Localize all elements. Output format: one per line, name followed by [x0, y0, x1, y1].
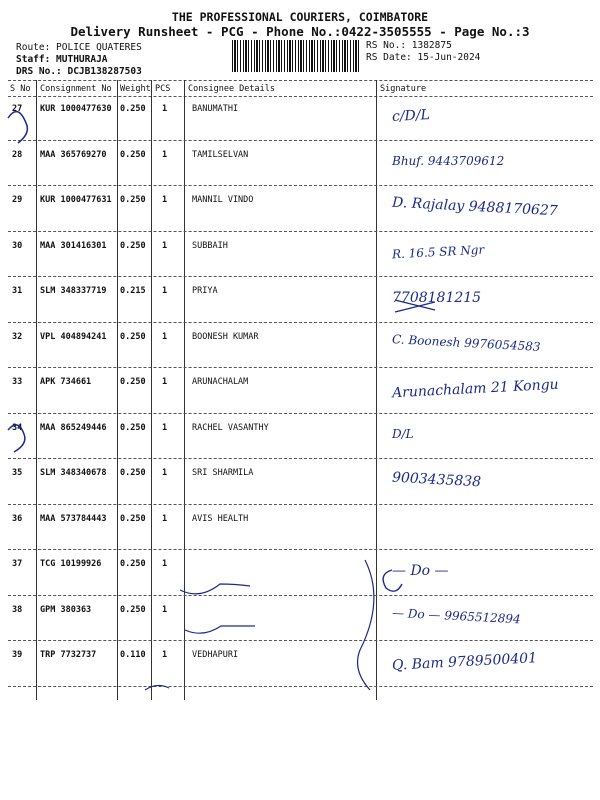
col-consignee: Consignee Details	[188, 84, 275, 94]
row-pcs: 1	[162, 422, 168, 433]
row-signature: C. Boonesh 9976054583	[391, 331, 541, 354]
row-sno: 29	[12, 195, 23, 205]
row-pcs: 1	[162, 604, 168, 615]
row-signature: 7708181215	[392, 290, 482, 306]
rs-number: RS No.: 1382875	[366, 40, 452, 51]
row-weight: 0.215	[120, 286, 146, 296]
row-consignee-name: MANNIL VINDO	[192, 195, 254, 205]
row-sno: 37	[12, 559, 23, 569]
row-weight: 0.250	[120, 104, 146, 114]
row-consignment-no: KUR 1000477631	[40, 195, 112, 205]
row-pcs: 1	[162, 650, 168, 660]
company-title: THE PROFESSIONAL COURIERS, COIMBATORE	[171, 10, 429, 24]
row-signature: Q. Bam 9789500401	[391, 650, 538, 674]
row-sno: 34	[12, 422, 23, 433]
row-pcs: 1	[162, 513, 168, 524]
row-signature: c/D/L	[391, 107, 431, 125]
row-pcs: 1	[162, 377, 168, 387]
row-consignee-name: VEDHAPURI	[192, 650, 239, 660]
row-signature: Arunachalam 21 Kongu	[391, 376, 560, 402]
row-consignment-no: TCG 10199926	[40, 559, 102, 569]
row-consignee-name: SUBBAIH	[192, 240, 228, 251]
row-consignee-name: TAMILSELVAN	[192, 149, 249, 160]
row-pcs: 1	[162, 195, 168, 205]
row-signature: — Do — 9965512894	[391, 605, 521, 626]
row-consignee-name: PRIYA	[192, 286, 218, 296]
row-sno: 36	[12, 513, 23, 524]
row-pcs: 1	[162, 468, 168, 478]
row-sno: 30	[12, 240, 23, 251]
runsheet-title: Delivery Runsheet - PCG - Phone No.:0422-3505555 - Page No.:3	[70, 24, 530, 39]
row-weight: 0.250	[120, 513, 146, 524]
row-signature: 9003435838	[391, 469, 482, 491]
row-sno: 38	[12, 604, 23, 615]
row-consignee-name: SRI SHARMILA	[192, 468, 254, 478]
row-consignee-name: BOONESH KUMAR	[192, 331, 259, 342]
route-label: Route: POLICE QUATERES	[16, 42, 142, 53]
row-pcs: 1	[162, 149, 168, 160]
drs-number: DRS No.: DCJB138287503	[16, 66, 142, 77]
row-pcs: 1	[162, 331, 168, 342]
row-consignment-no: GPM 380363	[40, 604, 92, 615]
row-weight: 0.250	[120, 468, 146, 478]
row-weight: 0.250	[120, 377, 146, 387]
row-weight: 0.110	[120, 650, 146, 660]
row-consignment-no: MAA 865249446	[40, 422, 107, 433]
row-consignee-name: BANUMATHI	[192, 104, 239, 114]
row-weight: 0.250	[120, 422, 146, 433]
row-consignment-no: MAA 573784443	[40, 513, 107, 524]
row-consignment-no: TRP 7732737	[40, 650, 97, 660]
row-weight: 0.250	[120, 195, 146, 205]
row-sno: 32	[12, 331, 23, 342]
row-sno: 31	[12, 286, 23, 296]
row-sno: 28	[12, 149, 23, 160]
row-consignment-no: SLM 348340678	[40, 468, 107, 478]
staff-label: Staff: MUTHURAJA	[16, 54, 108, 65]
row-weight: 0.250	[120, 604, 146, 615]
row-consignment-no: KUR 1000477630	[40, 104, 112, 114]
row-weight: 0.250	[120, 149, 146, 160]
col-sno: S No	[10, 84, 31, 94]
row-weight: 0.250	[120, 331, 146, 342]
row-signature: D/L	[392, 426, 414, 441]
row-consignee-name: RACHEL VASANTHY	[192, 422, 269, 433]
row-pcs: 1	[162, 240, 168, 251]
rs-date: RS Date: 15-Jun-2024	[366, 52, 481, 63]
row-signature: Bhuf. 9443709612	[392, 153, 505, 168]
row-weight: 0.250	[120, 559, 146, 569]
col-weight: Weight	[120, 84, 151, 94]
row-sno: 27	[12, 104, 23, 114]
row-weight: 0.250	[120, 240, 146, 251]
row-consignee-name: AVIS HEALTH	[192, 513, 249, 524]
row-signature: D. Rajalay 9488170627	[391, 194, 559, 220]
col-consignment: Consignment No	[40, 84, 112, 94]
row-pcs: 1	[162, 559, 168, 569]
row-pcs: 1	[162, 286, 168, 296]
row-consignment-no: MAA 301416301	[40, 240, 107, 251]
row-pcs: 1	[162, 104, 168, 114]
row-signature: R. 16.5 SR Ngr	[391, 242, 485, 261]
row-consignment-no: APK 734661	[40, 377, 92, 387]
row-sno: 33	[12, 377, 23, 387]
row-consignment-no: VPL 404894241	[40, 331, 107, 342]
row-consignee-name: ARUNACHALAM	[192, 377, 249, 387]
row-consignment-no: SLM 348337719	[40, 286, 107, 296]
row-sno: 39	[12, 650, 23, 660]
col-signature: Signature	[380, 84, 427, 94]
row-signature: — Do —	[392, 563, 449, 579]
row-sno: 35	[12, 468, 23, 478]
row-consignment-no: MAA 365769270	[40, 149, 107, 160]
col-pcs: PCS	[155, 84, 171, 94]
